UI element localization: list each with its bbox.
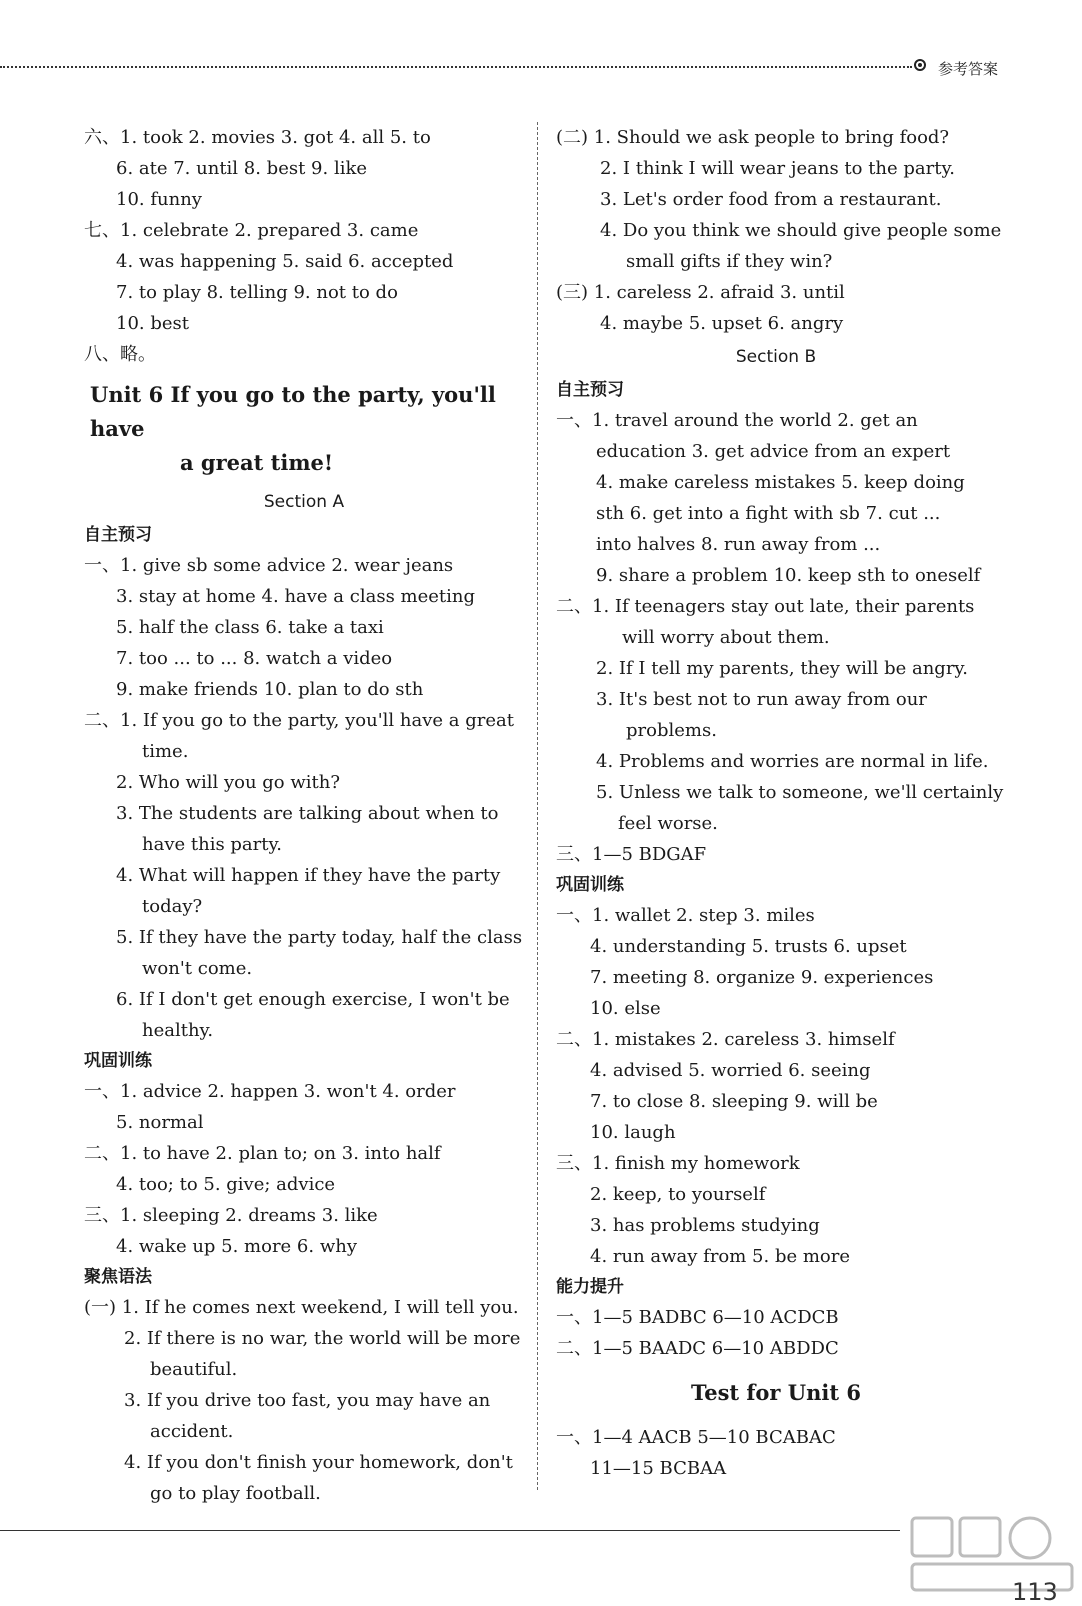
answer-line: 3. has problems studying	[590, 1215, 820, 1236]
answer-line: 2. Who will you go with?	[116, 772, 340, 793]
answer-line: (三) 1. careless 2. afraid 3. until	[556, 282, 845, 303]
header-title: 参考答案	[938, 60, 999, 78]
answer-line: 6. ate 7. until 8. best 9. like	[116, 158, 368, 179]
answer-line: 10. funny	[116, 189, 202, 210]
answer-line: 3. The students are talking about when to	[116, 803, 499, 824]
test-answers	[556, 1422, 996, 1484]
right-column	[556, 122, 1004, 1484]
section-heading: 聚焦语法	[84, 1267, 152, 1287]
answer-line: today?	[142, 896, 203, 917]
section-heading: 能力提升	[556, 1277, 624, 1297]
answer-line: 2. If there is no war, the world will be more	[124, 1328, 521, 1349]
answer-line: 4. Problems and worries are normal in life.	[596, 751, 989, 772]
unit-title-line1: Unit 6 If you go to the party, you'll have	[90, 382, 496, 441]
answer-line: 7. to close 8. sleeping 9. will be	[590, 1091, 878, 1112]
answer-line: healthy.	[142, 1020, 214, 1041]
answer-line: problems.	[626, 720, 717, 741]
answer-line: 7. to play 8. telling 9. not to do	[116, 282, 398, 303]
unit-title-line2: a great time!	[180, 450, 334, 475]
footer-rule	[0, 1530, 900, 1531]
answer-line: 三、1—5 BDGAF	[556, 844, 707, 865]
answer-line: 5. Unless we talk to someone, we'll certainly	[596, 782, 1004, 803]
unit-title	[84, 378, 524, 480]
test-title: Test for Unit 6	[690, 1380, 861, 1405]
answer-line: 5. If they have the party today, half the class	[116, 927, 523, 948]
answer-line: (二) 1. Should we ask people to bring food?	[556, 127, 950, 148]
answer-line: 一、1. wallet 2. step 3. miles	[556, 905, 815, 926]
answers-unit5-tail	[84, 122, 524, 370]
answer-line: 3. stay at home 4. have a class meeting	[116, 586, 476, 607]
answer-line: feel worse.	[618, 813, 718, 834]
answer-line: into halves 8. run away from ...	[596, 534, 881, 555]
answer-line: 二、1. mistakes 2. careless 3. himself	[556, 1029, 895, 1050]
answer-line: 4. Do you think we should give people some	[600, 220, 1002, 241]
answer-line: 一、1. give sb some advice 2. wear jeans	[84, 555, 454, 576]
answer-line: 3. If you drive too fast, you may have an	[124, 1390, 491, 1411]
answer-line: 3. Let's order food from a restaurant.	[600, 189, 942, 210]
answer-line: 二、1. to have 2. plan to; on 3. into half	[84, 1143, 441, 1164]
answer-line: small gifts if they win?	[626, 251, 833, 272]
answer-line: won't come.	[142, 958, 253, 979]
header-bullet-icon	[914, 59, 926, 71]
answer-line: 八、略。	[84, 344, 156, 365]
answer-line: 2. I think I will wear jeans to the party.	[600, 158, 955, 179]
answer-line: 4. advised 5. worried 6. seeing	[590, 1060, 871, 1081]
answer-line: 二、1. If teenagers stay out late, their parents	[556, 596, 975, 617]
answer-line: 7. too ... to ... 8. watch a video	[116, 648, 393, 669]
answer-line: accident.	[150, 1421, 234, 1442]
answer-line: 4. maybe 5. upset 6. angry	[600, 313, 844, 334]
answer-line: education 3. get advice from an expert	[596, 441, 951, 462]
answer-line: 4. too; to 5. give; advice	[116, 1174, 336, 1195]
answer-line: 4. What will happen if they have the party	[116, 865, 501, 886]
answer-line: 4. If you don't finish your homework, don't	[124, 1452, 513, 1473]
answer-line: 二、1. If you go to the party, you'll have a great	[84, 710, 514, 731]
section-heading: 巩固训练	[84, 1051, 152, 1071]
answer-line: 7. meeting 8. organize 9. experiences	[590, 967, 934, 988]
answer-line: sth 6. get into a fight with sb 7. cut ...	[596, 503, 941, 524]
answer-line: 5. half the class 6. take a taxi	[116, 617, 384, 638]
answer-line: 一、1—4 AACB 5—10 BCABAC	[556, 1427, 836, 1448]
section-b-title: Section B	[735, 347, 817, 367]
answer-line: 一、1—5 BADBC 6—10 ACDCB	[556, 1307, 839, 1328]
answer-line: 9. make friends 10. plan to do sth	[116, 679, 424, 700]
answer-line: beautiful.	[150, 1359, 238, 1380]
answer-line: 9. share a problem 10. keep sth to oneself	[596, 565, 981, 586]
answer-line: 4. was happening 5. said 6. accepted	[116, 251, 454, 272]
header-dotted-rule	[0, 66, 912, 68]
answer-line: 4. make careless mistakes 5. keep doing	[596, 472, 965, 493]
answer-line: will worry about them.	[622, 627, 830, 648]
answer-line: 2. keep, to yourself	[590, 1184, 766, 1205]
answer-line: 10. laugh	[590, 1122, 676, 1143]
section-heading: 自主预习	[556, 380, 624, 400]
answer-line: 2. If I tell my parents, they will be angry.	[596, 658, 968, 679]
section-heading: 巩固训练	[556, 875, 624, 895]
section-b-answers	[556, 375, 1004, 1364]
answer-line: 5. normal	[116, 1112, 204, 1133]
answer-line: 六、1. took 2. movies 3. got 4. all 5. to	[84, 127, 431, 148]
answer-line: 一、1. travel around the world 2. get an	[556, 410, 918, 431]
answer-line: 3. It's best not to run away from our	[596, 689, 927, 710]
answer-line: 七、1. celebrate 2. prepared 3. came	[84, 220, 419, 241]
answer-line: 二、1—5 BAADC 6—10 ABDDC	[556, 1338, 839, 1359]
column-divider	[537, 122, 538, 1490]
page-number: 113	[1012, 1578, 1058, 1606]
answer-line: 10. else	[590, 998, 661, 1019]
answer-line: 11—15 BCBAA	[590, 1458, 727, 1479]
answer-line: 4. run away from 5. be more	[590, 1246, 851, 1267]
left-column	[84, 122, 524, 1509]
answer-line: time.	[142, 741, 189, 762]
answer-line: 三、1. finish my homework	[556, 1153, 800, 1174]
answer-line: 4. wake up 5. more 6. why	[116, 1236, 357, 1257]
answer-line: go to play football.	[150, 1483, 321, 1504]
answer-line: 4. understanding 5. trusts 6. upset	[590, 936, 907, 957]
answer-line: have this party.	[142, 834, 283, 855]
grammar-answers-cont	[556, 122, 1002, 339]
answer-line: (一) 1. If he comes next weekend, I will tell you.	[84, 1297, 519, 1318]
section-a-title: Section A	[263, 492, 345, 512]
answer-line: 6. If I don't get enough exercise, I won't be	[116, 989, 510, 1010]
answer-line: 一、1. advice 2. happen 3. won't 4. order	[84, 1081, 456, 1102]
answer-line: 三、1. sleeping 2. dreams 3. like	[84, 1205, 378, 1226]
answer-line: 10. best	[116, 313, 189, 334]
section-a-answers	[84, 520, 524, 1509]
section-heading: 自主预习	[84, 525, 152, 545]
